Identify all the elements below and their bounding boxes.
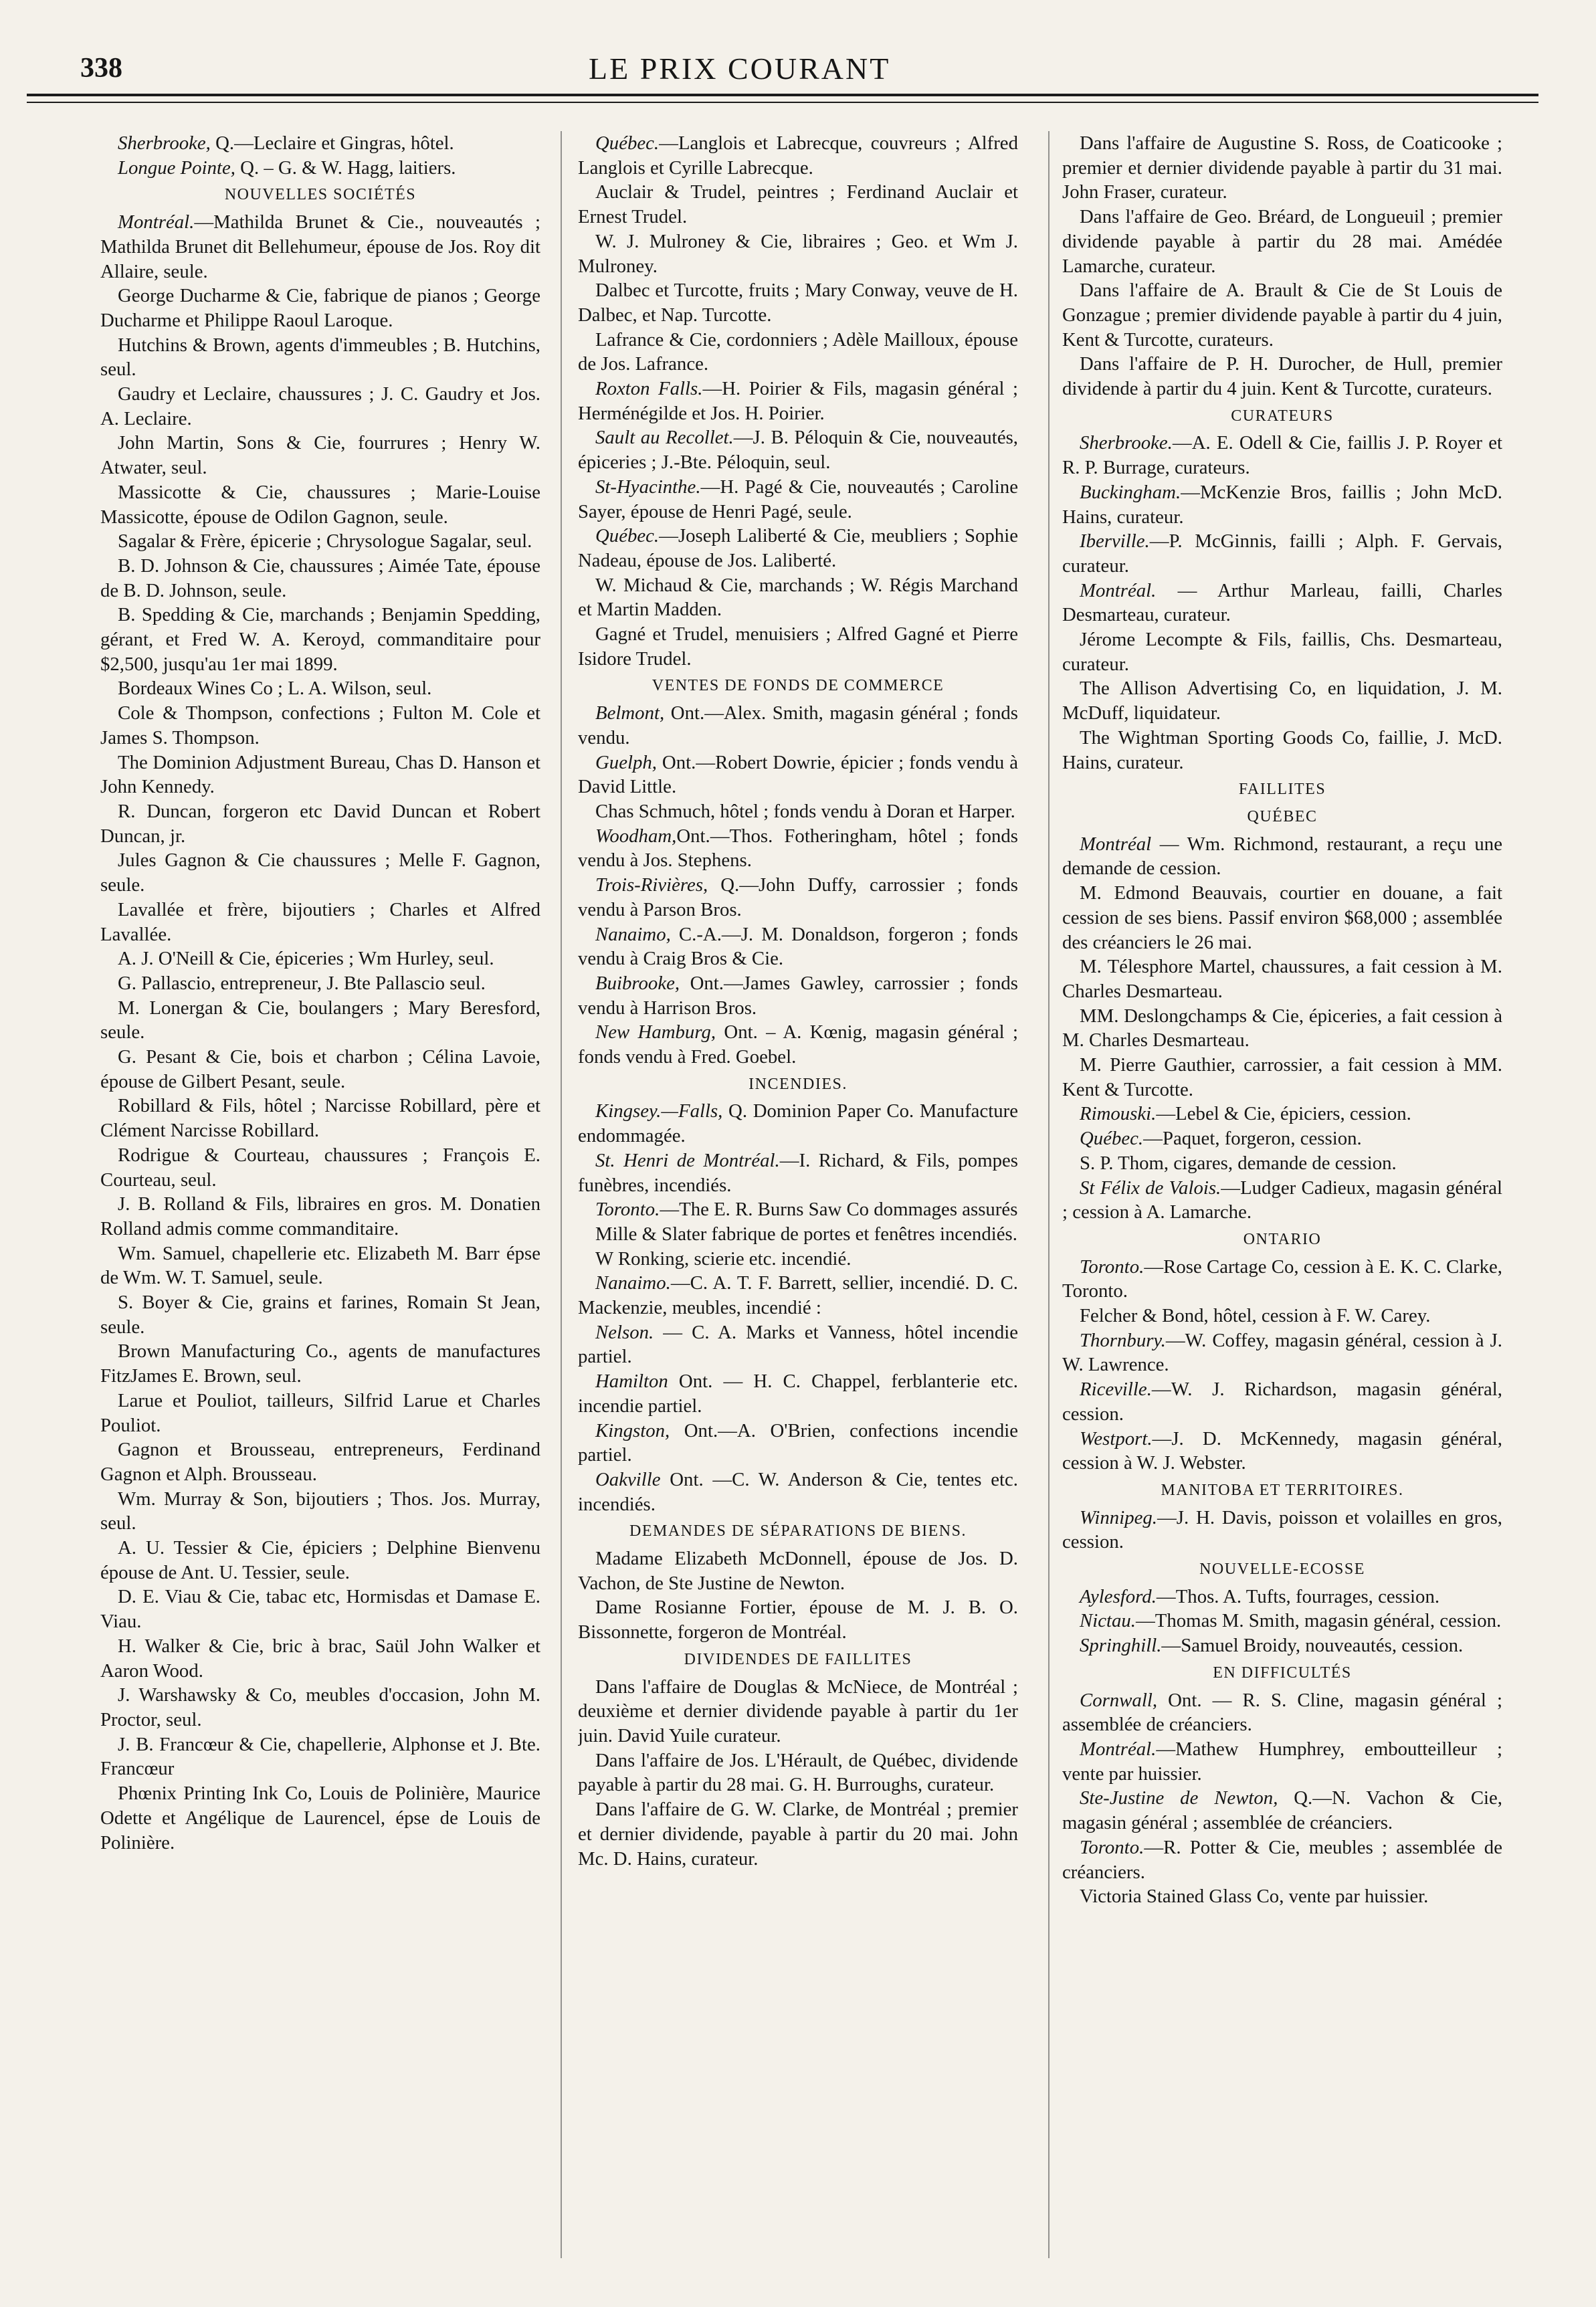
entry-text: M. Lonergan & Cie, boulangers ; Mary Beresford, seule.	[100, 997, 540, 1043]
section-heading: ONTARIO	[1243, 1230, 1322, 1248]
notice-entry	[100, 676, 540, 701]
notice-entry	[578, 278, 1018, 327]
entry-text: —Lebel & Cie, épiciers, cession.	[1156, 1103, 1411, 1125]
notice-entry	[578, 1595, 1018, 1644]
notice-entry	[1062, 352, 1502, 401]
notice-entry	[578, 1197, 1018, 1222]
place-name: Longue Pointe,	[118, 157, 235, 179]
place-name: Buibrooke,	[595, 972, 680, 994]
place-name: Hamilton	[595, 1371, 668, 1393]
section-heading: DIVIDENDES DE FAILLITES	[684, 1650, 912, 1668]
entry-text: The Dominion Adjustment Bureau, Chas D. Hanson et John Kennedy.	[100, 751, 540, 798]
place-name: Guelph,	[595, 751, 657, 773]
place-name: St Félix de Valois.	[1080, 1177, 1221, 1199]
notice-entry	[1062, 1102, 1502, 1126]
entry-text: J. B. Rolland & Fils, libraires en gros. M. Donatien Rolland admis comme commanditaire.	[100, 1193, 540, 1239]
entry-text: MM. Deslongchamps & Cie, épiceries, a fait cession à M. Charles Desmarteau.	[1062, 1005, 1502, 1051]
notice-entry	[578, 1468, 1018, 1516]
entry-text: Dame Rosianne Fortier, épouse de M. J. B. O. Bissonnette, forgeron de Montréal.	[578, 1597, 1018, 1643]
entry-text: Dans l'affaire de Geo. Bréard, de Longueuil ; premier dividende payable à partir du 28 mai. Amédée Lamarche, curateur.	[1062, 206, 1502, 277]
notice-entry	[100, 996, 540, 1045]
notice-entry	[578, 1222, 1018, 1247]
notice-entry	[578, 824, 1018, 873]
section-heading: CURATEURS	[1231, 407, 1334, 425]
place-name: Toronto.	[595, 1199, 660, 1221]
notice-entry	[100, 529, 540, 554]
notice-entry	[100, 898, 540, 946]
notice-entry	[1062, 131, 1502, 205]
place-name: Thornbury.	[1080, 1329, 1166, 1351]
place-name: Riceville.	[1080, 1379, 1152, 1401]
entry-text: — C. A. Marks et Vanness, hôtel incendie partiel.	[578, 1321, 1018, 1368]
notice-entry	[578, 1748, 1018, 1797]
header-rule	[27, 102, 1538, 103]
place-name: New Hamburg,	[595, 1021, 716, 1043]
entry-text: Dans l'affaire de A. Brault & Cie de St Louis de Gonzague ; premier dividende payable à partir du 4 juin, Kent & Turcotte, curateurs.	[1062, 280, 1502, 350]
notice-entry	[1062, 1835, 1502, 1884]
notice-entry	[578, 1675, 1018, 1748]
notice-entry	[100, 1241, 540, 1290]
notice-entry	[578, 377, 1018, 425]
page-number: 338	[80, 53, 122, 84]
notice-entry	[578, 573, 1018, 622]
notice-entry	[578, 1099, 1018, 1148]
entry-text: J. B. Francœur & Cie, chapellerie, Alphonse et J. Bte. Francœur	[100, 1733, 540, 1780]
notice-entry	[578, 1419, 1018, 1468]
notice-entry	[100, 480, 540, 529]
entry-text: Ont.—Thos. Fotheringham, hôtel ; fonds vendu à Jos. Stephens.	[578, 825, 1018, 872]
place-name: Buckingham.	[1080, 481, 1181, 503]
entry-text: Q.—Leclaire et Gingras, hôtel.	[210, 132, 454, 154]
entry-text: J. Warshawsky & Co, meubles d'occasion, John M. Proctor, seul.	[100, 1684, 540, 1730]
place-name: Québec.	[595, 525, 660, 547]
column-right	[1062, 131, 1502, 2258]
entry-text: —Mathew Humphrey, emboutteilleur ; vente par huissier.	[1062, 1738, 1502, 1785]
notice-entry	[100, 971, 540, 996]
notice-entry	[1062, 1053, 1502, 1102]
section-heading: NOUVELLE-ECOSSE	[1199, 1561, 1365, 1579]
notice-entry	[100, 210, 540, 284]
notice-entry	[1062, 1884, 1502, 1909]
notice-entry	[578, 524, 1018, 573]
notice-entry	[100, 333, 540, 382]
notice-entry	[100, 554, 540, 603]
notice-entry	[100, 131, 540, 156]
entry-text: Ont. — R. S. Cline, magasin général ; assemblée de créanciers.	[1062, 1689, 1502, 1736]
place-name: Montréal.	[1080, 579, 1157, 601]
notice-entry	[100, 284, 540, 332]
entry-text: John Martin, Sons & Cie, fourrures ; Henry W. Atwater, seul.	[100, 432, 540, 479]
entry-text: — Arthur Marleau, failli, Charles Desmarteau, curateur.	[1062, 579, 1502, 626]
entry-text: Sagalar & Frère, épicerie ; Chrysologue Sagalar, seul.	[118, 530, 532, 553]
entry-text: —H. Pagé & Cie, nouveautés ; Caroline Sayer, épouse de Henri Pagé, seule.	[578, 476, 1018, 522]
place-name: Sherbrooke,	[118, 132, 211, 154]
entry-text: B. Spedding & Cie, marchands ; Benjamin Spedding, gérant, et Fred W. A. Keroyd, commanditaire pour $2,500, jusqu'au 1er mai 1899.	[100, 604, 540, 675]
notice-entry	[100, 382, 540, 431]
notice-entry	[1062, 1786, 1502, 1835]
place-name: Westport.	[1080, 1427, 1153, 1449]
entry-text: —W. Coffey, magasin général, cession à J. W. Lawrence.	[1062, 1329, 1502, 1376]
entry-text: Q. Dominion Paper Co. Manufacture endommagée.	[578, 1100, 1018, 1147]
entry-text: —C. A. T. F. Barrett, sellier, incendié. D. C. Mackenzie, meubles, incendié :	[578, 1272, 1018, 1319]
place-name: Ste-Justine de Newton,	[1080, 1787, 1278, 1809]
entry-text: —Joseph Laliberté & Cie, meubliers ; Sophie Nadeau, épouse de Jos. Laliberté.	[578, 525, 1018, 571]
entry-text: B. D. Johnson & Cie, chaussures ; Aimée Tate, épouse de B. D. Johnson, seule.	[100, 555, 540, 601]
notice-entry	[100, 750, 540, 799]
entry-text: Bordeaux Wines Co ; L. A. Wilson, seul.	[118, 678, 432, 700]
entry-text: Q. – G. & W. Hagg, laitiers.	[235, 157, 456, 179]
notice-entry	[578, 622, 1018, 671]
column-divider	[561, 131, 562, 2258]
entry-text: —The E. R. Burns Saw Co dommages assurés	[660, 1199, 1018, 1221]
notice-entry	[1062, 1004, 1502, 1053]
section-heading: NOUVELLES SOCIÉTÉS	[224, 186, 417, 204]
notice-entry	[100, 1437, 540, 1486]
entry-text: A. J. O'Neill & Cie, épiceries ; Wm Hurley, seul.	[118, 948, 494, 970]
notice-entry	[1062, 1176, 1502, 1225]
entry-text: Dans l'affaire de Douglas & McNiece, de Montréal ; deuxième et dernier dividende payable à partir du 1er juin. David Yuile curateur.	[578, 1676, 1018, 1746]
notice-entry	[100, 1634, 540, 1683]
notice-entry	[1062, 955, 1502, 1003]
notice-entry	[578, 873, 1018, 922]
notice-entry	[578, 1369, 1018, 1418]
notice-entry	[1062, 726, 1502, 775]
notice-entry	[100, 1339, 540, 1388]
entry-text: —J. D. McKennedy, magasin général, cession à W. J. Webster.	[1062, 1427, 1502, 1474]
notice-entry	[100, 1290, 540, 1339]
entry-text: Dans l'affaire de G. W. Clarke, de Montréal ; premier et dernier dividende, payable à partir du 20 mai. John Mc. D. Hains, curateur.	[578, 1799, 1018, 1870]
notice-entry	[1062, 1506, 1502, 1554]
entry-text: H. Walker & Cie, bric à brac, Saül John Walker et Aaron Wood.	[100, 1635, 540, 1682]
entry-text: Cole & Thompson, confections ; Fulton M. Cole et James S. Thompson.	[100, 702, 540, 748]
notice-entry	[100, 156, 540, 181]
section-heading: QUÉBEC	[1247, 807, 1318, 825]
notice-entry	[100, 1143, 540, 1192]
notice-entry	[578, 1320, 1018, 1369]
notice-entry	[100, 1781, 540, 1855]
entry-text: Auclair & Trudel, peintres ; Ferdinand Auclair et Ernest Trudel.	[578, 181, 1018, 228]
entry-text: Gagné et Trudel, menuisiers ; Alfred Gagné et Pierre Isidore Trudel.	[578, 623, 1018, 670]
entry-text: G. Pallascio, entrepreneur, J. Bte Pallascio seul.	[118, 972, 486, 994]
notice-entry	[578, 1148, 1018, 1197]
entry-text: Ont.—A. O'Brien, confections incendie partiel.	[578, 1419, 1018, 1466]
place-name: Cornwall,	[1080, 1689, 1158, 1711]
entry-text: S. P. Thom, cigares, demande de cession.	[1080, 1152, 1397, 1174]
notice-entry	[100, 701, 540, 750]
entry-text: Dalbec et Turcotte, fruits ; Mary Conway, veuve de H. Dalbec, et Nap. Turcotte.	[578, 280, 1018, 326]
entry-text: Chas Schmuch, hôtel ; fonds vendu à Doran et Harper.	[595, 800, 1015, 822]
section-heading: DEMANDES DE SÉPARATIONS DE BIENS.	[629, 1522, 967, 1540]
place-name: Roxton Falls.	[595, 378, 703, 400]
notice-entry	[100, 1585, 540, 1633]
column-left	[100, 131, 540, 2258]
notice-entry	[100, 431, 540, 480]
notice-entry	[1062, 881, 1502, 955]
notice-entry	[1062, 480, 1502, 529]
place-name: St. Henri de Montréal.	[595, 1149, 780, 1171]
entry-text: Q.—John Duffy, carrossier ; fonds vendu à Parson Bros.	[578, 874, 1018, 920]
entry-text: W. Michaud & Cie, marchands ; W. Régis Marchand et Martin Madden.	[578, 574, 1018, 621]
entry-text: —Paquet, forgeron, cession.	[1143, 1128, 1362, 1150]
entry-text: Hutchins & Brown, agents d'immeubles ; B. Hutchins, seul.	[100, 334, 540, 381]
notice-entry	[100, 848, 540, 897]
entry-text: Mille & Slater fabrique de portes et fenêtres incendiés.	[595, 1223, 1017, 1245]
notice-entry	[100, 1683, 540, 1732]
page-header	[0, 0, 1596, 127]
notice-entry	[1062, 529, 1502, 578]
notice-entry	[100, 1487, 540, 1536]
notice-entry	[1062, 1126, 1502, 1151]
entry-text: The Wightman Sporting Goods Co, faillie, J. McD. Hains, curateur.	[1062, 726, 1502, 773]
entry-text: Robillard & Fils, hôtel ; Narcisse Robillard, père et Clément Narcisse Robillard.	[100, 1095, 540, 1142]
entry-text: — Wm. Richmond, restaurant, a reçu une demande de cession.	[1062, 833, 1502, 880]
entry-text: Dans l'affaire de Augustine S. Ross, de Coaticooke ; premier et dernier dividende payable à partir du 31 mai. John Fraser, curateur.	[1062, 132, 1502, 203]
entry-text: M. Pierre Gauthier, carrossier, a fait cession à MM. Kent & Turcotte.	[1062, 1054, 1502, 1100]
entry-text: C.-A.—J. M. Donaldson, forgeron ; fonds vendu à Craig Bros & Cie.	[578, 923, 1018, 970]
notice-entry	[100, 603, 540, 676]
entry-text: —W. J. Richardson, magasin général, cession.	[1062, 1379, 1502, 1425]
place-name: Québec.	[1080, 1128, 1144, 1150]
entry-text: The Allison Advertising Co, en liquidation, J. M. McDuff, liquidateur.	[1062, 678, 1502, 724]
notice-entry	[1062, 278, 1502, 352]
notice-entry	[1062, 1688, 1502, 1737]
section-heading: INCENDIES.	[749, 1075, 847, 1093]
place-name: Woodham,	[595, 825, 677, 847]
notice-entry	[578, 922, 1018, 971]
notice-entry	[578, 425, 1018, 474]
notice-entry	[578, 750, 1018, 799]
notice-entry	[1062, 627, 1502, 676]
entry-text: Rodrigue & Courteau, chaussures ; François E. Courteau, seul.	[100, 1144, 540, 1191]
notice-entry	[578, 1271, 1018, 1320]
place-name: Kingston,	[595, 1419, 670, 1441]
section-heading: MANITOBA ET TERRITOIRES.	[1161, 1481, 1404, 1499]
entry-text: Dans l'affaire de P. H. Durocher, de Hull, premier dividende à partir du 4 juin. Kent & Turcotte, curateurs.	[1062, 353, 1502, 400]
entry-text: —McKenzie Bros, faillis ; John McD. Hains, curateur.	[1062, 481, 1502, 528]
notice-entry	[1062, 1609, 1502, 1633]
entry-text: George Ducharme & Cie, fabrique de pianos ; George Ducharme et Philippe Raoul Laroque.	[100, 285, 540, 331]
notice-entry	[1062, 1304, 1502, 1328]
entry-text: Lafrance & Cie, cordonniers ; Adèle Mailloux, épouse de Jos. Lafrance.	[578, 328, 1018, 375]
entry-text: —Mathilda Brunet & Cie., nouveautés ; Mathilda Brunet dit Bellehumeur, épouse de Jos. Roy dit Allaire, seule.	[100, 211, 540, 282]
entry-text: —Langlois et Labrecque, couvreurs ; Alfred Langlois et Cyrille Labrecque.	[578, 132, 1018, 179]
notice-entry	[100, 1732, 540, 1781]
entry-text: —R. Potter & Cie, meubles ; assemblée de créanciers.	[1062, 1836, 1502, 1883]
notice-entry	[578, 1020, 1018, 1069]
notice-entry	[1062, 1255, 1502, 1304]
entry-text: Q.—N. Vachon & Cie, magasin général ; assemblée de créanciers.	[1062, 1787, 1502, 1834]
notice-entry	[578, 229, 1018, 278]
place-name: Winnipeg.	[1080, 1506, 1157, 1528]
entry-text: Ont.—Alex. Smith, magasin général ; fonds vendu.	[578, 702, 1018, 748]
notice-entry	[1062, 832, 1502, 881]
entry-text: Ont. – A. Kœnig, magasin général ; fonds vendu à Fred. Goebel.	[578, 1021, 1018, 1068]
entry-text: Ont.—Robert Dowrie, épicier ; fonds vendu à David Little.	[578, 751, 1018, 798]
notice-entry	[1062, 1737, 1502, 1786]
place-name: Montréal	[1080, 833, 1152, 855]
place-name: Nanaimo,	[595, 923, 671, 945]
header-rule	[27, 94, 1538, 96]
place-name: Montréal.	[118, 211, 195, 233]
notice-entry	[578, 475, 1018, 524]
entry-text: M. Edmond Beauvais, courtier en douane, a fait cession de ses biens. Passif environ $68,000 ; assemblée des créanciers le 26 mai.	[1062, 882, 1502, 953]
notice-entry	[1062, 431, 1502, 480]
notice-entry	[578, 1546, 1018, 1595]
notice-entry	[100, 1192, 540, 1241]
place-name: Sherbrooke.	[1080, 432, 1173, 454]
place-name: Nictau.	[1080, 1610, 1136, 1632]
notice-entry	[1062, 676, 1502, 725]
column-middle	[578, 131, 1018, 2258]
notice-entry	[578, 180, 1018, 229]
entry-text: Felcher & Bond, hôtel, cession à F. W. Carey.	[1080, 1305, 1431, 1327]
entry-text: Ont. —C. W. Anderson & Cie, tentes etc. incendiés.	[578, 1468, 1018, 1515]
entry-text: Massicotte & Cie, chaussures ; Marie-Louise Massicotte, épouse de Odilon Gagnon, seule.	[100, 481, 540, 528]
entry-text: Larue et Pouliot, tailleurs, Silfrid Larue et Charles Pouliot.	[100, 1389, 540, 1436]
entry-text: M. Télesphore Martel, chaussures, a fait cession à M. Charles Desmarteau.	[1062, 956, 1502, 1002]
entry-text: —H. Poirier & Fils, magasin général ; Herménégilde et Jos. H. Poirier.	[578, 378, 1018, 424]
notice-entry	[1062, 579, 1502, 627]
entry-text: G. Pesant & Cie, bois et charbon ; Célina Lavoie, épouse de Gilbert Pesant, seule.	[100, 1046, 540, 1092]
notice-entry	[1062, 1585, 1502, 1609]
notice-entry	[578, 799, 1018, 824]
place-name: Kingsey.—Falls,	[595, 1100, 723, 1122]
entry-text: Lavallée et frère, bijoutiers ; Charles et Alfred Lavallée.	[100, 898, 540, 945]
section-heading: EN DIFFICULTÉS	[1213, 1664, 1352, 1682]
notice-entry	[100, 1045, 540, 1094]
place-name: Trois-Rivières,	[595, 874, 708, 896]
notice-entry	[1062, 1633, 1502, 1658]
entry-text: D. E. Viau & Cie, tabac etc, Hormisdas et Damase E. Viau.	[100, 1586, 540, 1633]
entry-text: Dans l'affaire de Jos. L'Hérault, de Québec, dividende payable à partir du 28 mai. G. H. Burroughs, curateur.	[578, 1749, 1018, 1796]
column-divider	[1048, 131, 1050, 2258]
entry-text: Wm. Murray & Son, bijoutiers ; Thos. Jos. Murray, seul.	[100, 1488, 540, 1534]
section-heading: VENTES DE FONDS DE COMMERCE	[652, 677, 944, 695]
notice-entry	[578, 1247, 1018, 1272]
entry-text: —Samuel Broidy, nouveautés, cession.	[1161, 1635, 1464, 1657]
notice-entry	[1062, 1151, 1502, 1176]
place-name: Belmont,	[595, 702, 665, 724]
entry-text: Gaudry et Leclaire, chaussures ; J. C. Gaudry et Jos. A. Leclaire.	[100, 383, 540, 429]
place-name: Toronto.	[1080, 1836, 1144, 1858]
entry-text: Ont. — H. C. Chappel, ferblanterie etc. incendie partiel.	[578, 1371, 1018, 1417]
notice-entry	[1062, 205, 1502, 278]
notice-entry	[578, 328, 1018, 377]
place-name: Toronto.	[1080, 1256, 1144, 1278]
notice-entry	[100, 1536, 540, 1585]
entry-text: —I. Richard, & Fils, pompes funèbres, incendiés.	[578, 1149, 1018, 1196]
entry-text: —J. H. Davis, poisson et volailles en gros, cession.	[1062, 1506, 1502, 1553]
entry-text: S. Boyer & Cie, grains et farines, Romain St Jean, seule.	[100, 1292, 540, 1338]
notice-entry	[100, 1389, 540, 1437]
place-name: Nanaimo.	[595, 1272, 671, 1294]
entry-text: Ont.—James Gawley, carrossier ; fonds vendu à Harrison Bros.	[578, 972, 1018, 1019]
entry-text: —Thos. A. Tufts, fourrages, cession.	[1156, 1585, 1440, 1607]
place-name: Montréal.	[1080, 1738, 1157, 1760]
entry-text: Gagnon et Brousseau, entrepreneurs, Ferdinand Gagnon et Alph. Brousseau.	[100, 1439, 540, 1485]
notice-entry	[578, 1797, 1018, 1871]
entry-text: Victoria Stained Glass Co, vente par huissier.	[1080, 1886, 1429, 1908]
entry-text: Phœnix Printing Ink Co, Louis de Polinière, Maurice Odette et Angélique de Laurencel, épse de Louis de Polinière.	[100, 1783, 540, 1853]
entry-text: Jérome Lecompte & Fils, faillis, Chs. Desmarteau, curateur.	[1062, 629, 1502, 675]
notice-entry	[1062, 1427, 1502, 1476]
running-title: LE PRIX COURANT	[589, 52, 891, 86]
notice-entry	[100, 1094, 540, 1142]
entry-text: —Thomas M. Smith, magasin général, cession.	[1136, 1610, 1502, 1632]
entry-text: —J. B. Péloquin & Cie, nouveautés, épiceries ; J.-Bte. Péloquin, seul.	[578, 427, 1018, 474]
section-heading: FAILLITES	[1238, 781, 1326, 799]
entry-text: R. Duncan, forgeron etc David Duncan et Robert Duncan, jr.	[100, 800, 540, 847]
notice-entry	[578, 131, 1018, 180]
entry-text: —Rose Cartage Co, cession à E. K. C. Clarke, Toronto.	[1062, 1256, 1502, 1302]
entry-text: —A. E. Odell & Cie, faillis J. P. Royer et R. P. Burrage, curateurs.	[1062, 432, 1502, 479]
notice-entry	[100, 799, 540, 848]
entry-text: Brown Manufacturing Co., agents de manufactures FitzJames E. Brown, seul.	[100, 1340, 540, 1387]
place-name: Rimouski.	[1080, 1103, 1157, 1125]
notice-entry	[1062, 1377, 1502, 1426]
place-name: Québec.	[595, 132, 660, 154]
entry-text: W. J. Mulroney & Cie, libraires ; Geo. et Wm J. Mulroney.	[578, 230, 1018, 277]
place-name: St-Hyacinthe.	[595, 476, 701, 498]
place-name: Springhill.	[1080, 1635, 1162, 1657]
place-name: Aylesford.	[1080, 1585, 1157, 1607]
notice-entry	[100, 946, 540, 971]
entry-text: Wm. Samuel, chapellerie etc. Elizabeth M. Barr épse de Wm. W. T. Samuel, seule.	[100, 1242, 540, 1289]
notice-entry	[578, 701, 1018, 750]
place-name: Iberville.	[1080, 530, 1150, 553]
place-name: Oakville	[595, 1468, 661, 1490]
place-name: Nelson.	[595, 1321, 654, 1343]
notice-entry	[1062, 1328, 1502, 1377]
place-name: Sault au Recollet.	[595, 427, 734, 449]
notice-entry	[578, 971, 1018, 1020]
entry-text: W Ronking, scierie etc. incendié.	[595, 1247, 852, 1270]
entry-text: —Ludger Cadieux, magasin général ; cession à A. Lamarche.	[1062, 1177, 1502, 1223]
entry-text: Jules Gagnon & Cie chaussures ; Melle F. Gagnon, seule.	[100, 849, 540, 896]
entry-text: —P. McGinnis, failli ; Alph. F. Gervais, curateur.	[1062, 530, 1502, 577]
entry-text: Madame Elizabeth McDonnell, épouse de Jos. D. Vachon, de Ste Justine de Newton.	[578, 1548, 1018, 1594]
entry-text: A. U. Tessier & Cie, épiciers ; Delphine Bienvenu épouse de Ant. U. Tessier, seule.	[100, 1537, 540, 1583]
